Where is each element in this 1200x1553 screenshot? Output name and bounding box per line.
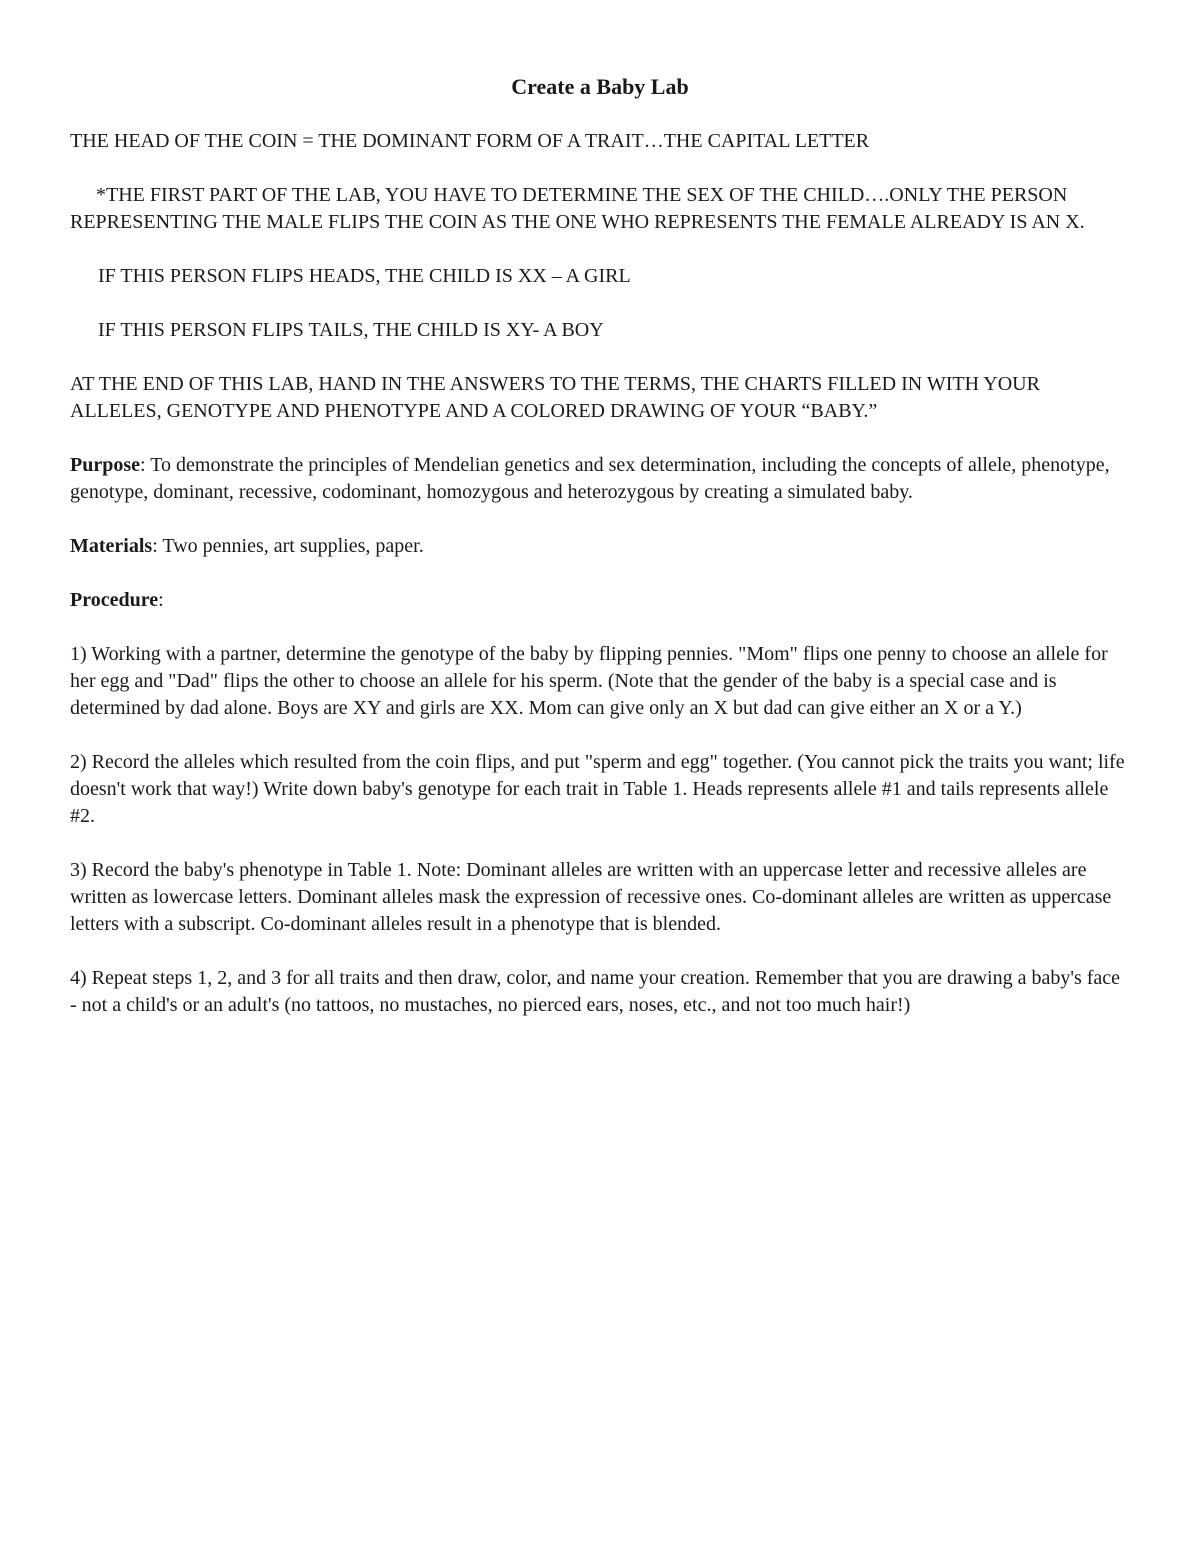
purpose-paragraph — [70, 452, 1130, 506]
purpose-label: Purpose — [70, 454, 140, 476]
tails-case-paragraph: IF THIS PERSON FLIPS TAILS, THE CHILD IS XY- A BOY — [98, 319, 604, 341]
materials-paragraph — [70, 533, 1130, 560]
procedure-step-2: 2) Record the alleles which resulted from the coin flips, and put "sperm and egg" together. (You cannot pick the traits you want; life doesn't work that way!) Write down baby's genotype for each trait in Table 1. Heads represents allele #1 and tails represents allele #2. — [70, 751, 1125, 827]
document-page — [70, 72, 1130, 1046]
procedure-heading — [70, 587, 1130, 614]
procedure-step-4: 4) Repeat steps 1, 2, and 3 for all traits and then draw, color, and name your creation. Remember that you are drawing a baby's face - not a child's or an adult's (no tattoos, no mustaches, no pierced ears, noses, etc., and not too much hair!) — [70, 967, 1121, 1016]
procedure-label: Procedure — [70, 589, 159, 611]
hand-in-paragraph: AT THE END OF THIS LAB, HAND IN THE ANSWERS TO THE TERMS, THE CHARTS FILLED IN WITH YOUR ALLELES, GENOTYPE AND PHENOTYPE AND A COLORED DRAWING OF YOUR “BABY.” — [70, 373, 1040, 422]
procedure-suffix: : — [158, 589, 164, 611]
head-rule-paragraph: THE HEAD OF THE COIN = THE DOMINANT FORM OF A TRAIT…THE CAPITAL LETTER — [70, 130, 870, 152]
heads-case-paragraph: IF THIS PERSON FLIPS HEADS, THE CHILD IS XX – A GIRL — [98, 265, 631, 287]
procedure-step-3: 3) Record the baby's phenotype in Table 1. Note: Dominant alleles are written with an uppercase letter and recessive alleles are written as lowercase letters. Dominant alleles mask the expression of recessive ones. Co-dominant alleles are written as uppercase letters with a subscript. Co-dominant alleles result in a phenotype that is blended. — [70, 859, 1112, 935]
materials-text: : Two pennies, art supplies, paper. — [152, 535, 424, 557]
sex-rule-paragraph: *THE FIRST PART OF THE LAB, YOU HAVE TO DETERMINE THE SEX OF THE CHILD….ONLY THE PERSON REPRESENTING THE MALE FLIPS THE COIN AS THE ONE WHO REPRESENTS THE FEMALE ALREADY IS AN X. — [70, 184, 1085, 233]
document-title: Create a Baby Lab — [511, 74, 689, 99]
materials-label: Materials — [70, 535, 153, 557]
purpose-text: : To demonstrate the principles of Mendelian genetics and sex determination, including the concepts of allele, phenotype, genotype, dominant, recessive, codominant, homozygous and heterozygous by creating a simulated baby. — [70, 454, 1110, 503]
procedure-step-1: 1) Working with a partner, determine the genotype of the baby by flipping pennies. "Mom" flips one penny to choose an allele for her egg and "Dad" flips the other to choose an allele for his sperm. (Note that the gender of the baby is a special case and is determined by dad alone. Boys are XY and girls are XX. Mom can give only an X but dad can give either an X or a Y.) — [70, 643, 1108, 719]
